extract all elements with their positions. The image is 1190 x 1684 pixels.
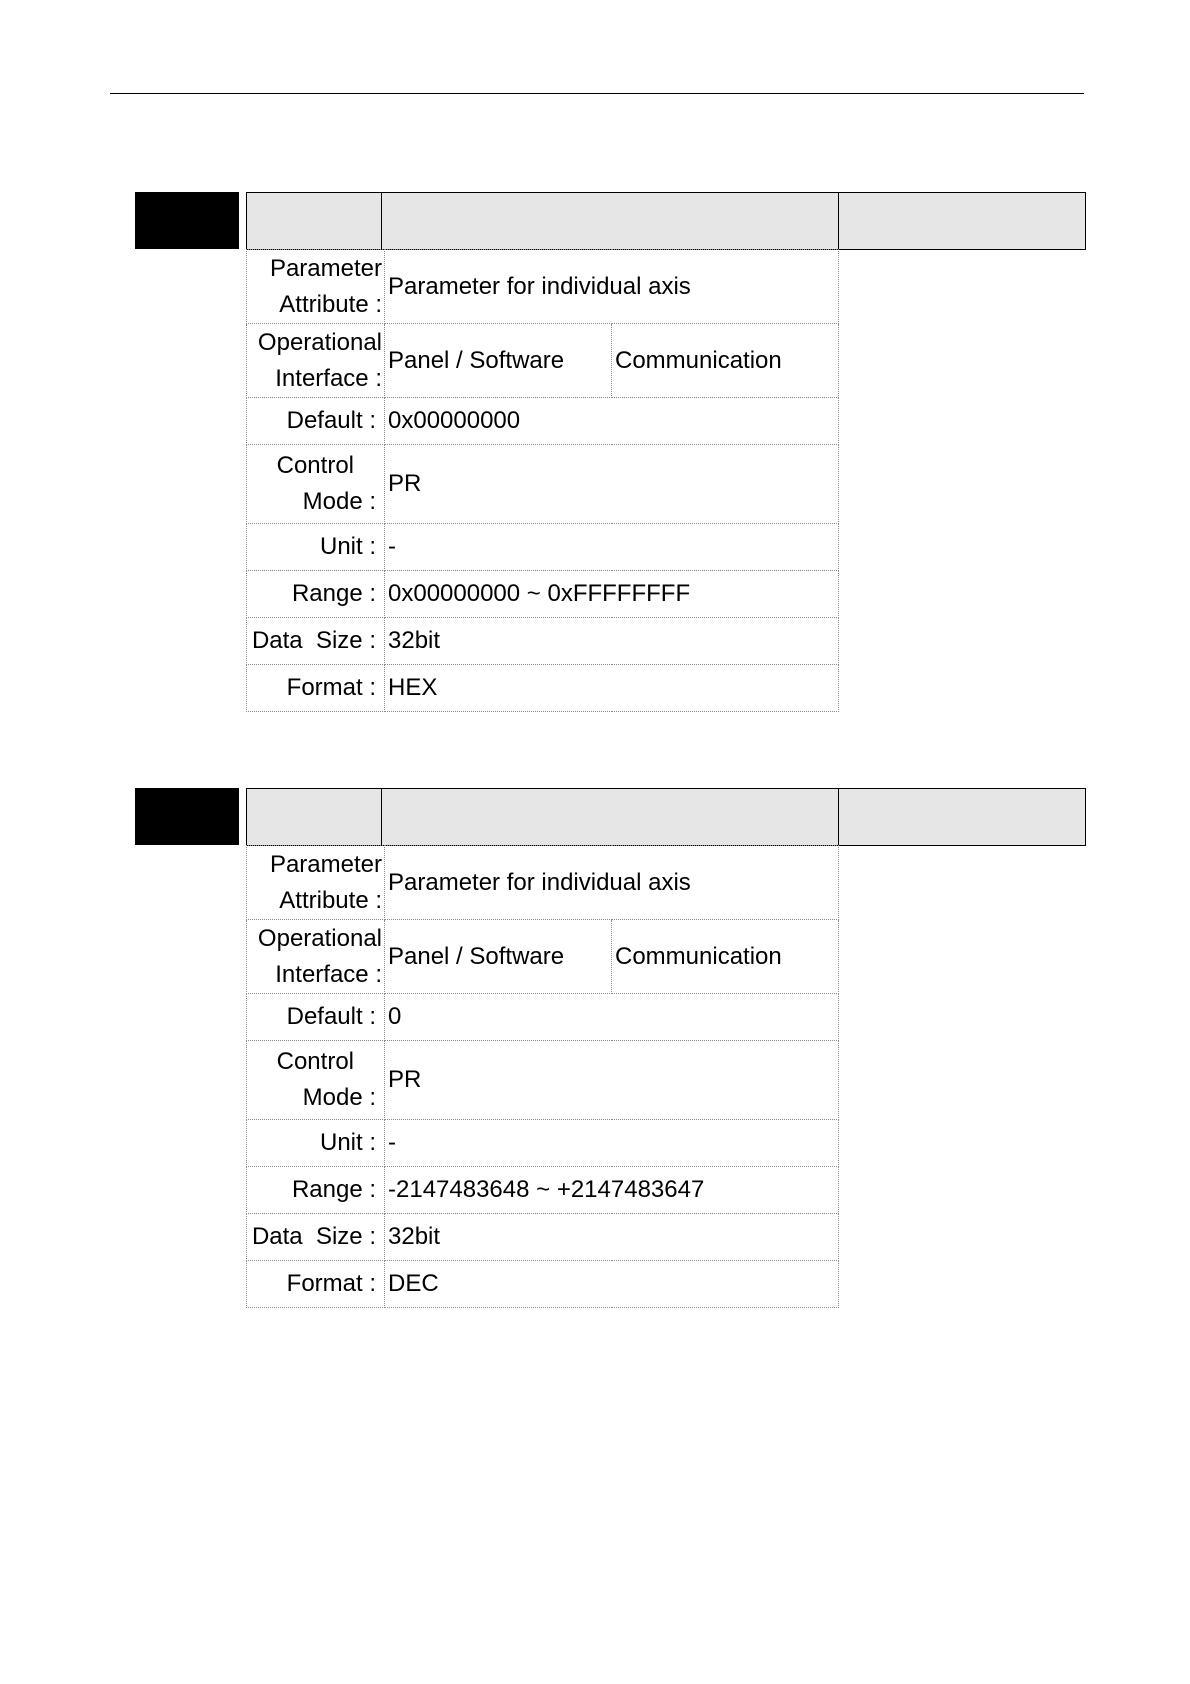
control-mode-label xyxy=(247,1041,385,1120)
parameter-code-tag xyxy=(135,192,239,249)
unit-value: - xyxy=(385,524,839,571)
row-unit xyxy=(247,1120,839,1167)
format-value: DEC xyxy=(385,1261,839,1308)
row-format xyxy=(247,665,839,712)
row-unit xyxy=(247,524,839,571)
interface-label xyxy=(247,920,385,994)
control-mode-value: PR xyxy=(385,1041,839,1120)
unit-label: Unit : xyxy=(247,1120,385,1167)
range-label: Range : xyxy=(247,571,385,618)
data-size-value: 32bit xyxy=(385,618,839,665)
row-parameter-attribute xyxy=(247,250,839,324)
unit-label: Unit : xyxy=(247,524,385,571)
range-value: 0x00000000 ~ 0xFFFFFFFF xyxy=(385,571,839,618)
format-label: Format : xyxy=(247,1261,385,1308)
default-value: 0 xyxy=(385,994,839,1041)
control-mode-value: PR xyxy=(385,445,839,524)
data-size-label: Data Size : xyxy=(247,618,385,665)
control-mode-label xyxy=(247,445,385,524)
interface-label-line-2: Interface : xyxy=(275,364,382,392)
range-label: Range : xyxy=(247,1167,385,1214)
control-label-line-1: Control xyxy=(276,452,354,479)
data-size-label: Data Size : xyxy=(247,1214,385,1261)
control-label-line-2: Mode : xyxy=(302,1084,376,1111)
row-default xyxy=(247,994,839,1041)
row-operational-interface xyxy=(247,324,839,398)
row-format xyxy=(247,1261,839,1308)
parameter-table xyxy=(246,249,839,712)
interface-label-line-1: Operational xyxy=(257,328,382,356)
row-range xyxy=(247,1167,839,1214)
interface-value-panel: Panel / Software xyxy=(385,324,612,398)
format-value: HEX xyxy=(385,665,839,712)
attribute-label-line-2: Attribute : xyxy=(279,290,382,318)
interface-value-communication: Communication xyxy=(612,324,839,398)
page-header-rule xyxy=(110,93,1084,94)
attribute-value: Parameter for individual axis xyxy=(385,846,839,920)
row-control-mode xyxy=(247,1041,839,1120)
parameter-table xyxy=(246,845,839,1308)
row-parameter-attribute xyxy=(247,846,839,920)
interface-value-communication: Communication xyxy=(612,920,839,994)
default-label: Default : xyxy=(247,994,385,1041)
parameter-header-bar xyxy=(246,192,1086,250)
row-operational-interface xyxy=(247,920,839,994)
parameter-code-tag xyxy=(135,788,239,845)
row-control-mode xyxy=(247,445,839,524)
interface-label-line-1: Operational xyxy=(257,924,382,952)
row-default xyxy=(247,398,839,445)
attribute-value: Parameter for individual axis xyxy=(385,250,839,324)
parameter-header-bar xyxy=(246,788,1086,846)
header-cell-code xyxy=(247,789,382,845)
attribute-label xyxy=(247,846,385,920)
unit-value: - xyxy=(385,1120,839,1167)
attribute-label-line-1: Parameter xyxy=(269,850,382,878)
header-cell-address xyxy=(839,193,1085,249)
range-value: -2147483648 ~ +2147483647 xyxy=(385,1167,839,1214)
format-label: Format : xyxy=(247,665,385,712)
header-cell-name xyxy=(382,193,839,249)
header-cell-name xyxy=(382,789,839,845)
row-range xyxy=(247,571,839,618)
interface-label-line-2: Interface : xyxy=(275,960,382,988)
default-label: Default : xyxy=(247,398,385,445)
attribute-label-line-1: Parameter xyxy=(269,254,382,282)
header-cell-code xyxy=(247,193,382,249)
header-cell-address xyxy=(839,789,1085,845)
control-label-line-1: Control xyxy=(276,1048,354,1075)
default-value: 0x00000000 xyxy=(385,398,839,445)
attribute-label-line-2: Attribute : xyxy=(279,886,382,914)
data-size-value: 32bit xyxy=(385,1214,839,1261)
row-data-size xyxy=(247,1214,839,1261)
control-label-line-2: Mode : xyxy=(302,488,376,515)
row-data-size xyxy=(247,618,839,665)
attribute-label xyxy=(247,250,385,324)
interface-label xyxy=(247,324,385,398)
interface-value-panel: Panel / Software xyxy=(385,920,612,994)
